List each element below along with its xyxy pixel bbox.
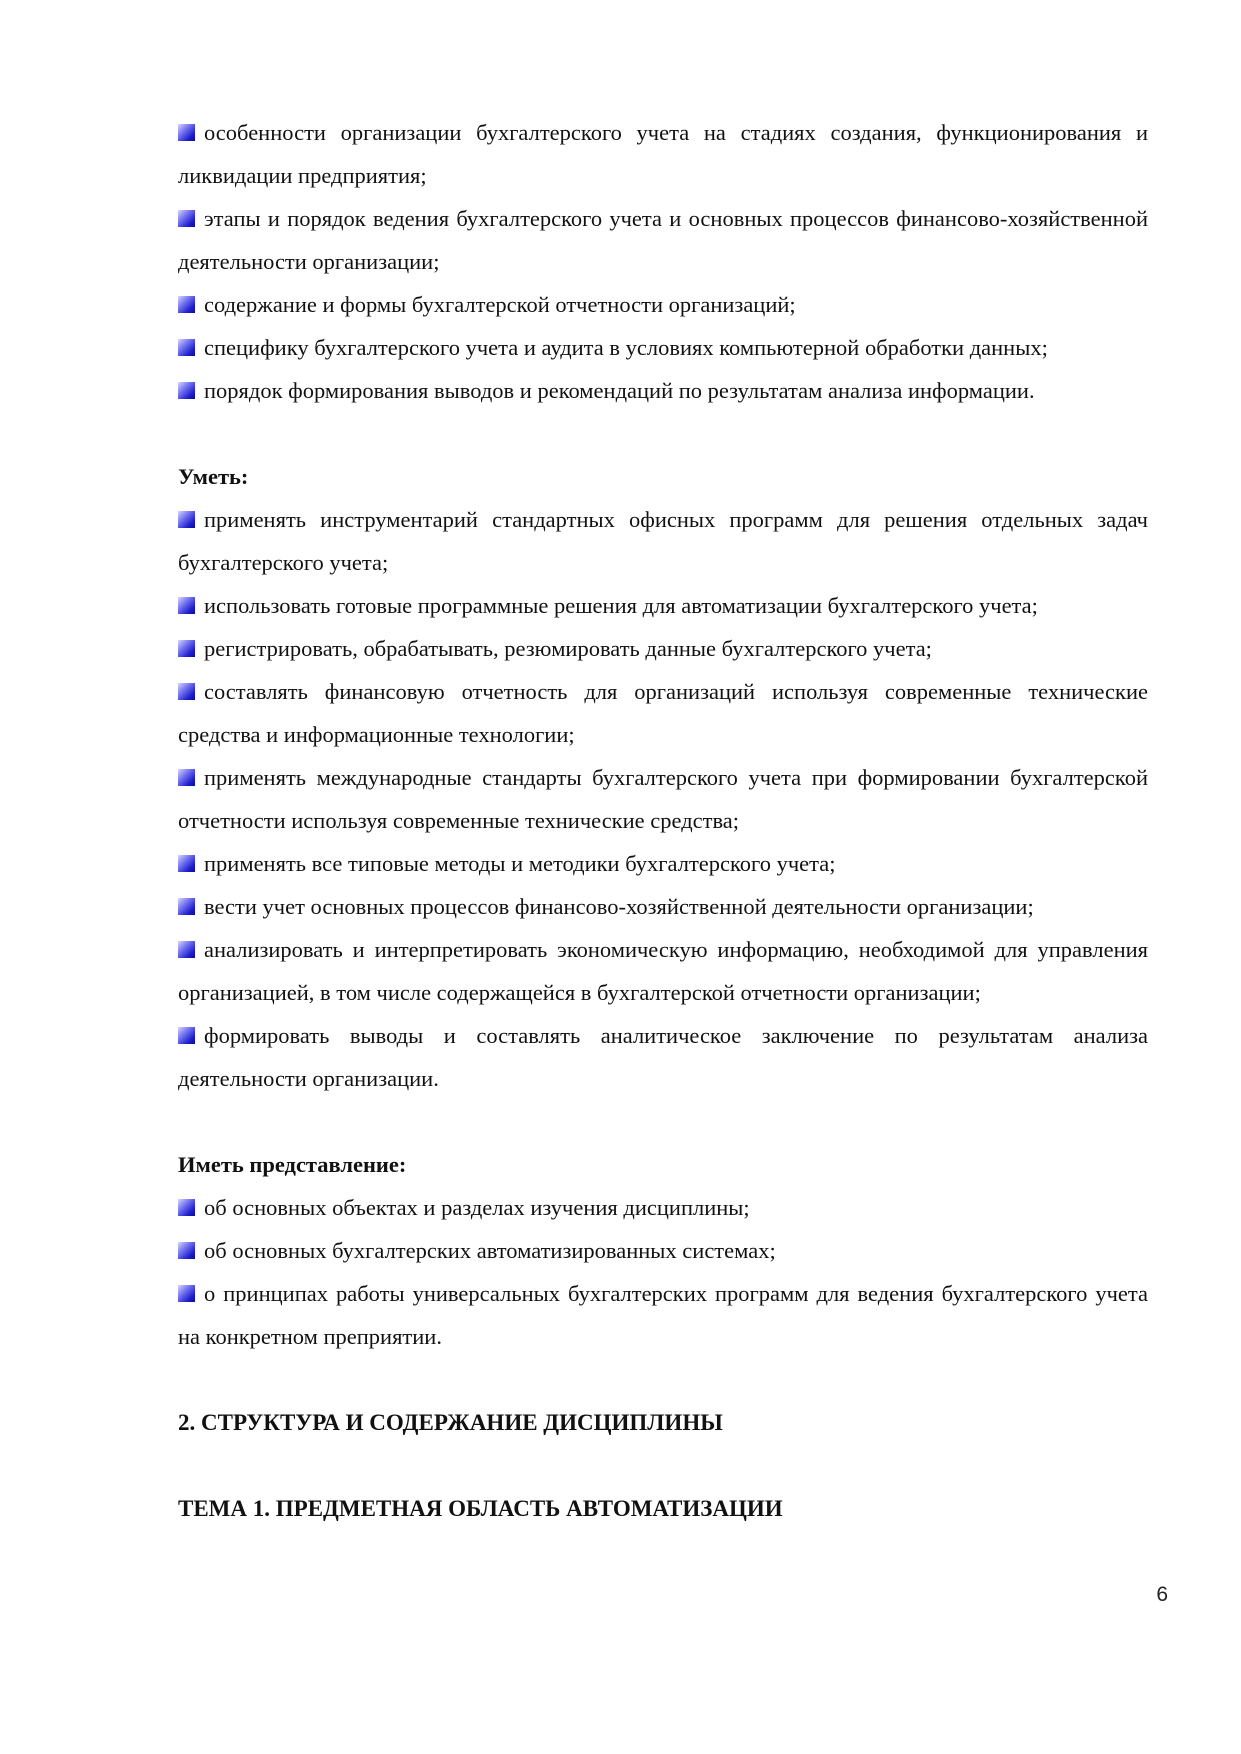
list-item: применять инструментарий стандартных офисных программ для решения отдельных задач бухгалтерского учета; [178,507,1148,575]
list-item: этапы и порядок ведения бухгалтерского учета и основных процессов финансово-хозяйственной деятельности организации; [178,206,1148,274]
square-bullet-icon [178,640,195,657]
square-bullet-icon [178,1199,195,1216]
list-item: использовать готовые программные решения для автоматизации бухгалтерского учета; [178,584,1148,627]
spacer [178,1444,1148,1487]
list-item: формировать выводы и составлять аналитическое заключение по результатам анализа деятельности организации. [178,1023,1148,1091]
square-bullet-icon [178,210,195,227]
square-bullet-icon [178,511,195,528]
square-bullet-icon [178,683,195,700]
spacer [178,1100,1148,1143]
spacer [178,1358,1148,1401]
know-list [178,111,1148,412]
skills-heading: Уметь: [178,464,249,489]
square-bullet-icon [178,382,195,399]
page-number: 6 [1156,1583,1168,1606]
list-item: особенности организации бухгалтерского учета на стадиях создания, функционирования и ликвидации предприятия; [178,120,1148,188]
list-item: порядок формирования выводов и рекомендаций по результатам анализа информации. [178,369,1148,412]
topic-title: ТЕМА 1. ПРЕДМЕТНАЯ ОБЛАСТЬ АВТОМАТИЗАЦИИ [178,1496,783,1521]
concepts-list [178,1186,1148,1358]
square-bullet-icon [178,124,195,141]
document-page [178,111,1148,1530]
list-item: об основных объектах и разделах изучения дисциплины; [178,1186,1148,1229]
square-bullet-icon [178,296,195,313]
square-bullet-icon [178,898,195,915]
skills-list [178,498,1148,1100]
list-item: об основных бухгалтерских автоматизированных системах; [178,1229,1148,1272]
list-item: вести учет основных процессов финансово-хозяйственной деятельности организации; [178,885,1148,928]
list-item: составлять финансовую отчетность для организаций используя современные технические средства и информационные технологии; [178,679,1148,747]
concepts-heading: Иметь представление: [178,1152,407,1177]
square-bullet-icon [178,1242,195,1259]
list-item: применять все типовые методы и методики бухгалтерского учета; [178,842,1148,885]
list-item: применять международные стандарты бухгалтерского учета при формировании бухгалтерской отчетности используя современные технические средства; [178,765,1148,833]
section-title: 2. СТРУКТУРА И СОДЕРЖАНИЕ ДИСЦИПЛИНЫ [178,1410,723,1435]
list-item: регистрировать, обрабатывать, резюмировать данные бухгалтерского учета; [178,627,1148,670]
list-item: содержание и формы бухгалтерской отчетности организаций; [178,283,1148,326]
spacer [178,412,1148,455]
square-bullet-icon [178,855,195,872]
square-bullet-icon [178,941,195,958]
square-bullet-icon [178,769,195,786]
square-bullet-icon [178,1027,195,1044]
square-bullet-icon [178,1285,195,1302]
list-item: специфику бухгалтерского учета и аудита в условиях компьютерной обработки данных; [178,326,1148,369]
list-item: анализировать и интерпретировать экономическую информацию, необходимой для управления организацией, в том числе содержащейся в бухгалтерской отчетности организации; [178,937,1148,1005]
square-bullet-icon [178,597,195,614]
square-bullet-icon [178,339,195,356]
list-item: о принципах работы универсальных бухгалтерских программ для ведения бухгалтерского учета на конкретном преприятии. [178,1281,1148,1349]
